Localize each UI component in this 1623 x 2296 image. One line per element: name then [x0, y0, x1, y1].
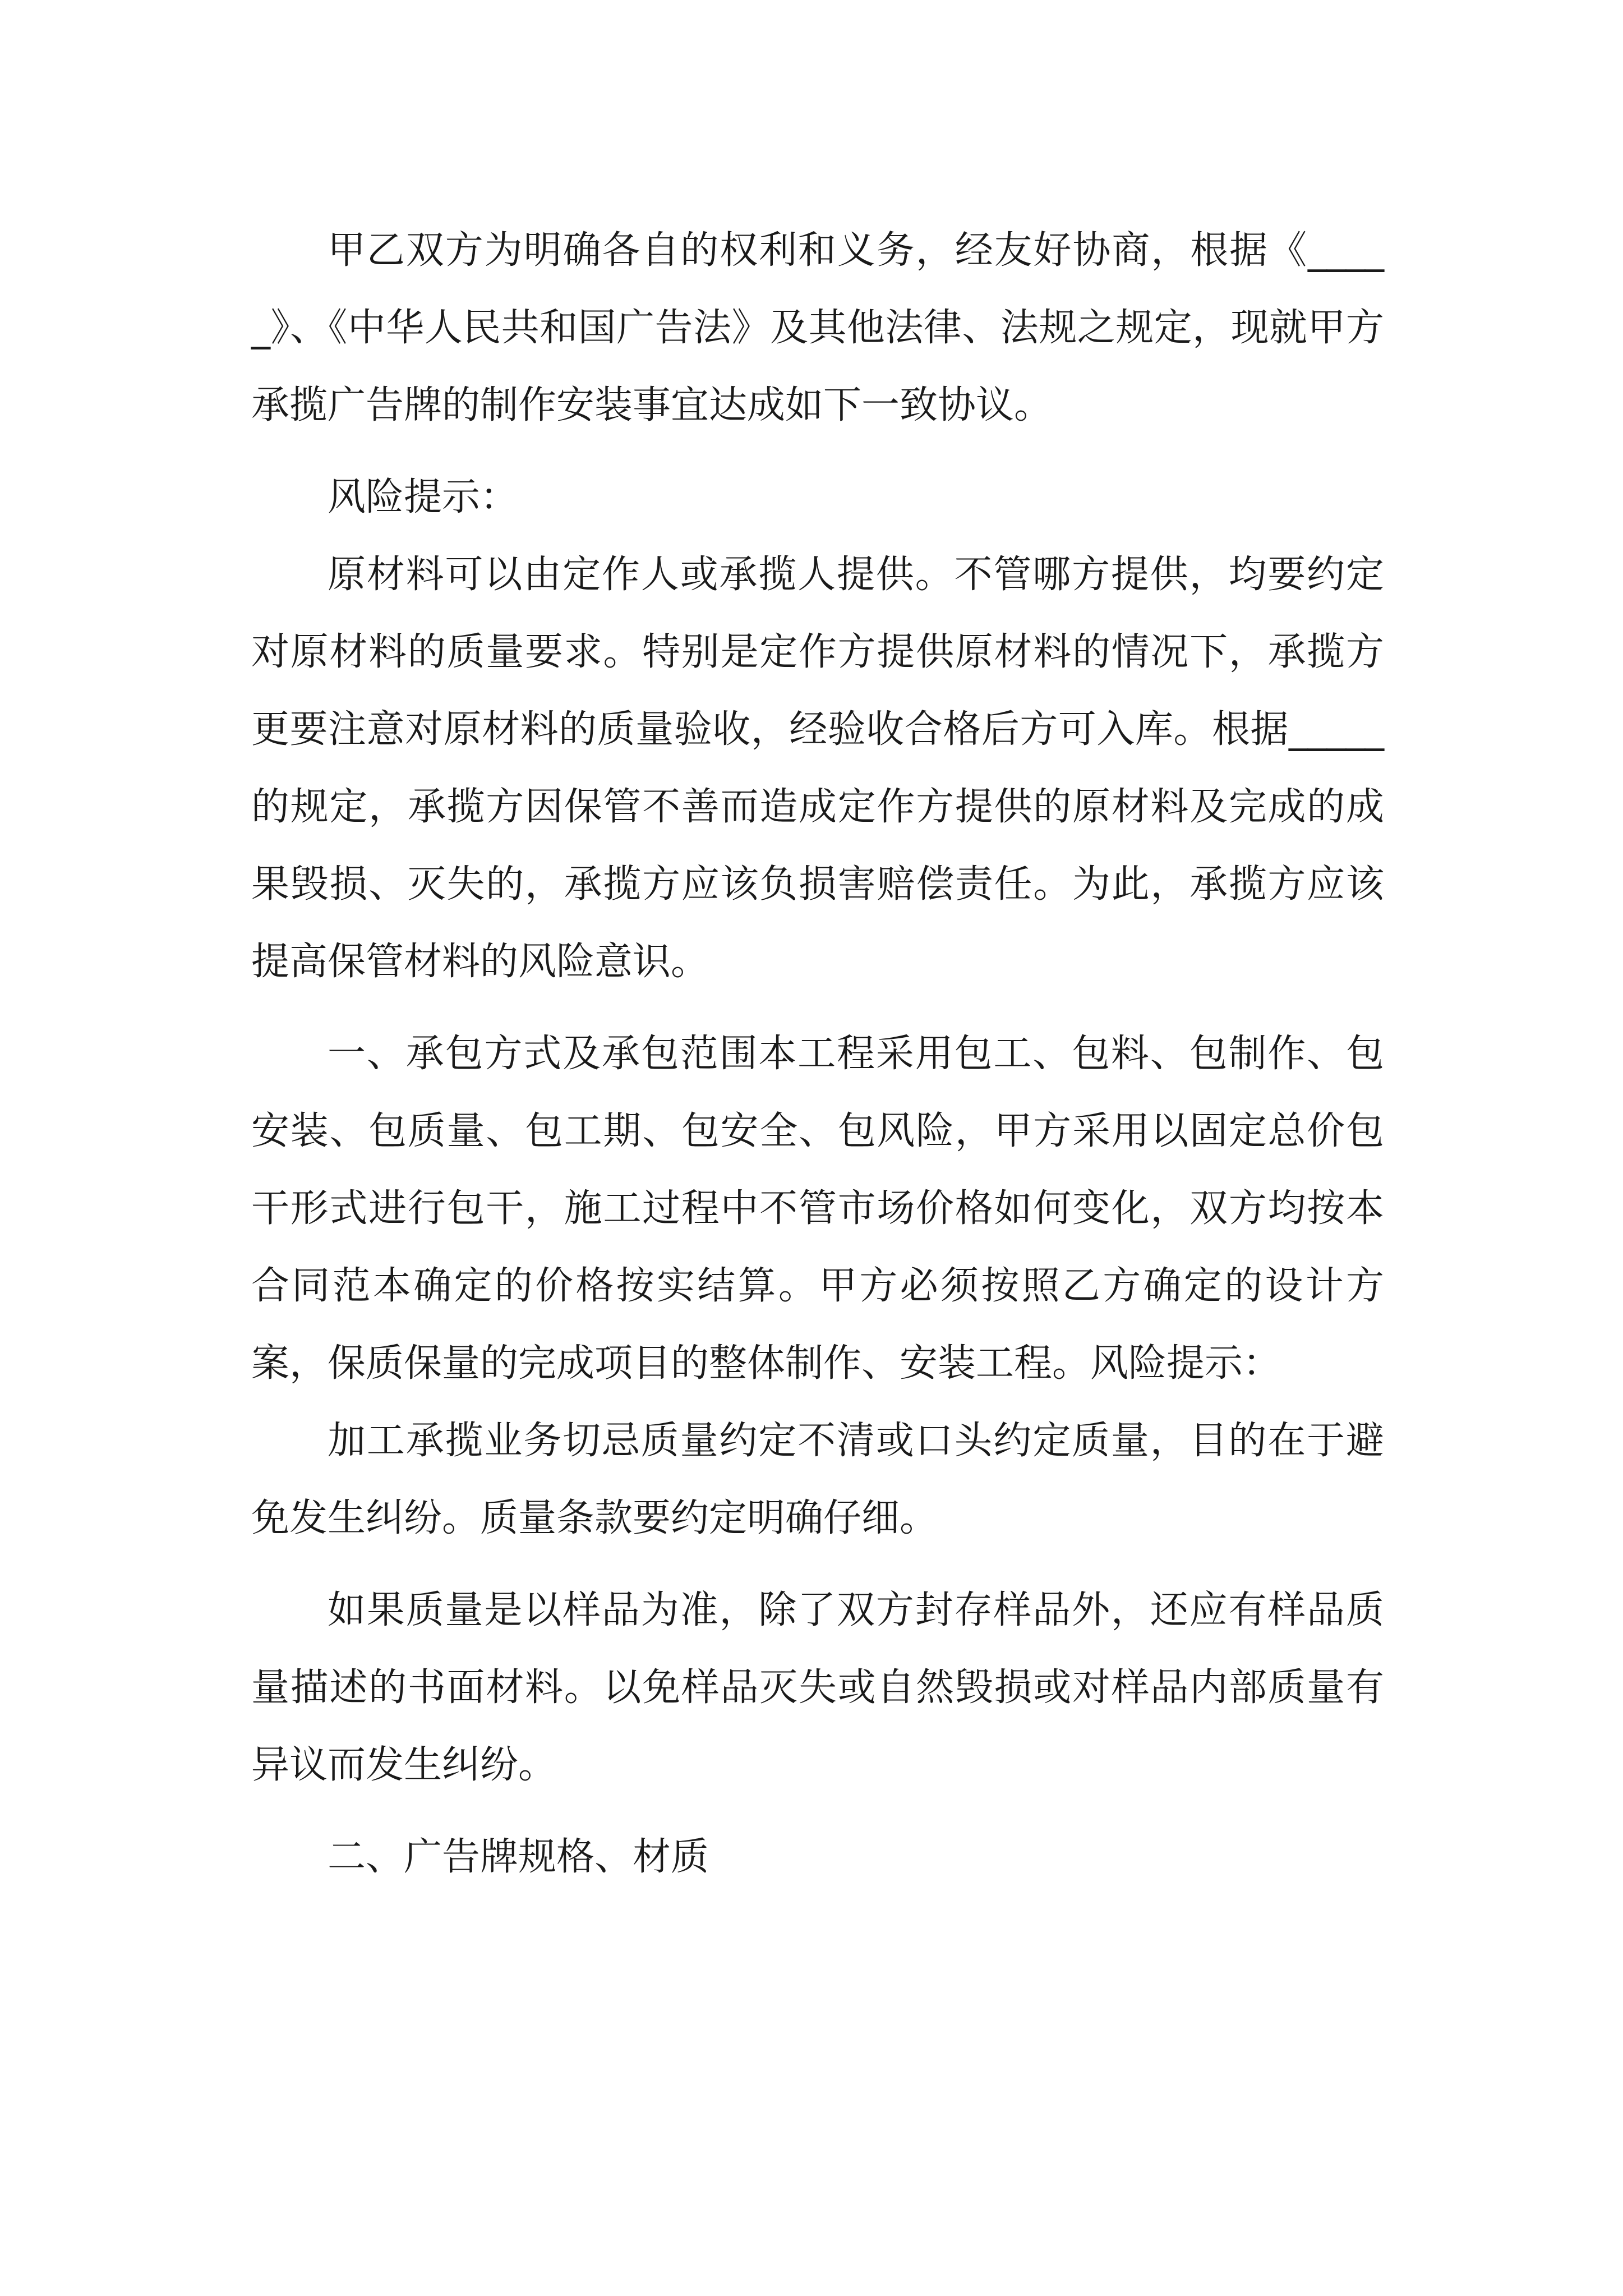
- paragraph-sample-quality: 如果质量是以样品为准，除了双方封存样品外，还应有样品质量描述的书面材料。以免样品灭失或自然毁损或对样品内部质量有异议而发生纠纷。: [251, 1588, 1384, 1787]
- document-page: [251, 212, 1384, 1896]
- paragraph-section-one: 一、承包方式及承包范围本工程采用包工、包料、包制作、包安装、包质量、包工期、包安全、包风险，甲方采用以固定总价包干形式进行包干，施工过程中不管市场价格如何变化，双方均按本合同范本确定的价格按实结算。甲方必须按照乙方确定的设计方案，保质保量的完成项目的整体制作、安装工程。风险提示：: [251, 1032, 1384, 1386]
- paragraph-quality-agreement: 加工承揽业务切忌质量约定不清或口头约定质量，目的在于避免发生纠纷。质量条款要约定明确仔细。: [251, 1419, 1384, 1540]
- paragraph-section-two: 二、广告牌规格、材质: [328, 1835, 709, 1879]
- paragraph-intro: 甲乙双方为明确各自的权利和义务，经友好协商，根据《_____》、《中华人民共和国广告法》及其他法律、法规之规定，现就甲方承揽广告牌的制作安装事宜达成如下一致协议。: [251, 228, 1384, 427]
- paragraph-risk-heading: 风险提示：: [328, 475, 519, 519]
- paragraph-raw-materials: 原材料可以由定作人或承揽人提供。不管哪方提供，均要约定对原材料的质量要求。特别是定作方提供原材料的情况下，承揽方更要注意对原材料的质量验收，经验收合格后方可入库。根据_____的规定，承揽方因保管不善而造成定作方提供的原材料及完成的成果毁损、灭失的，承揽方应该负损害赔偿责任。为此，承揽方应该提高保管材料的风险意识。: [251, 553, 1384, 984]
